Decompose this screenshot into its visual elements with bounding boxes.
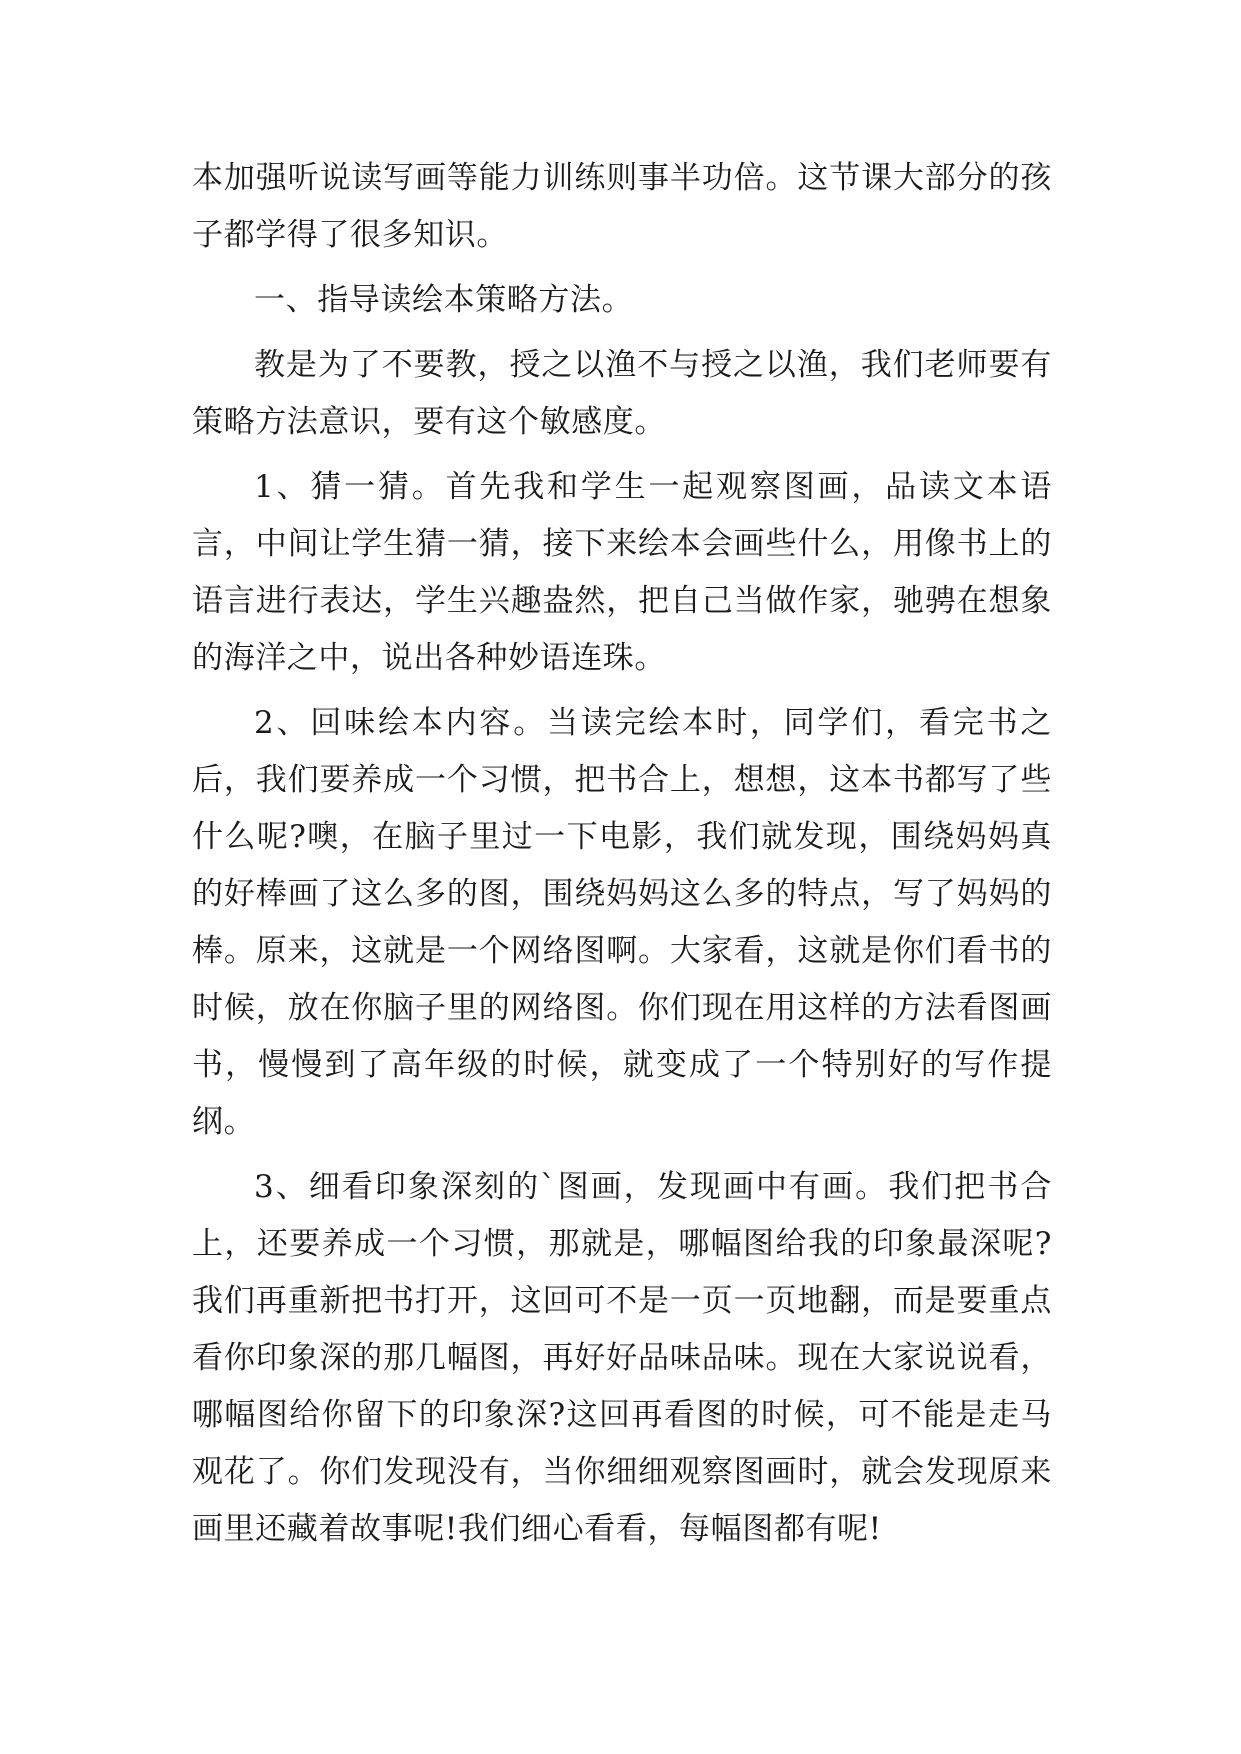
paragraph-point-2: 2、回味绘本内容。当读完绘本时，同学们，看完书之后，我们要养成一个习惯，把书合上，想想，这本书都写了些什么呢?噢，在脑子里过一下电影，我们就发现，围绕妈妈真的好棒画了这么多的图，围绕妈妈这么多的特点，写了妈妈的棒。原来，这就是一个网络图啊。大家看，这就是你们看书的时候，放在你脑子里的网络图。你们现在用这样的方法看图画书，慢慢到了高年级的时候，就变成了一个特别好的写作提纲。 (192, 705, 1052, 1140)
document-body (192, 150, 1052, 1566)
paragraph: 教是为了不要教，授之以渔不与授之以渔，我们老师要有策略方法意识，要有这个敏感度。 (192, 347, 1052, 440)
paragraph-point-1: 1、猜一猜。首先我和学生一起观察图画，品读文本语言，中间让学生猜一猜，接下来绘本会画些什么，用像书上的语言进行表达，学生兴趣盎然，把自己当做作家，驰骋在想象的海洋之中，说出各种妙语连珠。 (192, 469, 1052, 676)
paragraph-continuation: 本加强听说读写画等能力训练则事半功倍。这节课大部分的孩子都学得了很多知识。 (192, 160, 1052, 253)
section-heading: 一、指导读绘本策略方法。 (254, 282, 634, 318)
paragraph-point-3: 3、细看印象深刻的`图画，发现画中有画。我们把书合上，还要养成一个习惯，那就是，哪幅图给我的印象最深呢?我们再重新把书打开，这回可不是一页一页地翻，而是要重点看你印象深的那几幅图，再好好品味品味。现在大家说说看，哪幅图给你留下的印象深?这回再看图的时候，可不能是走马观花了。你们发现没有，当你细细观察图画时，就会发现原来画里还藏着故事呢!我们细心看看，每幅图都有呢! (192, 1169, 1052, 1547)
